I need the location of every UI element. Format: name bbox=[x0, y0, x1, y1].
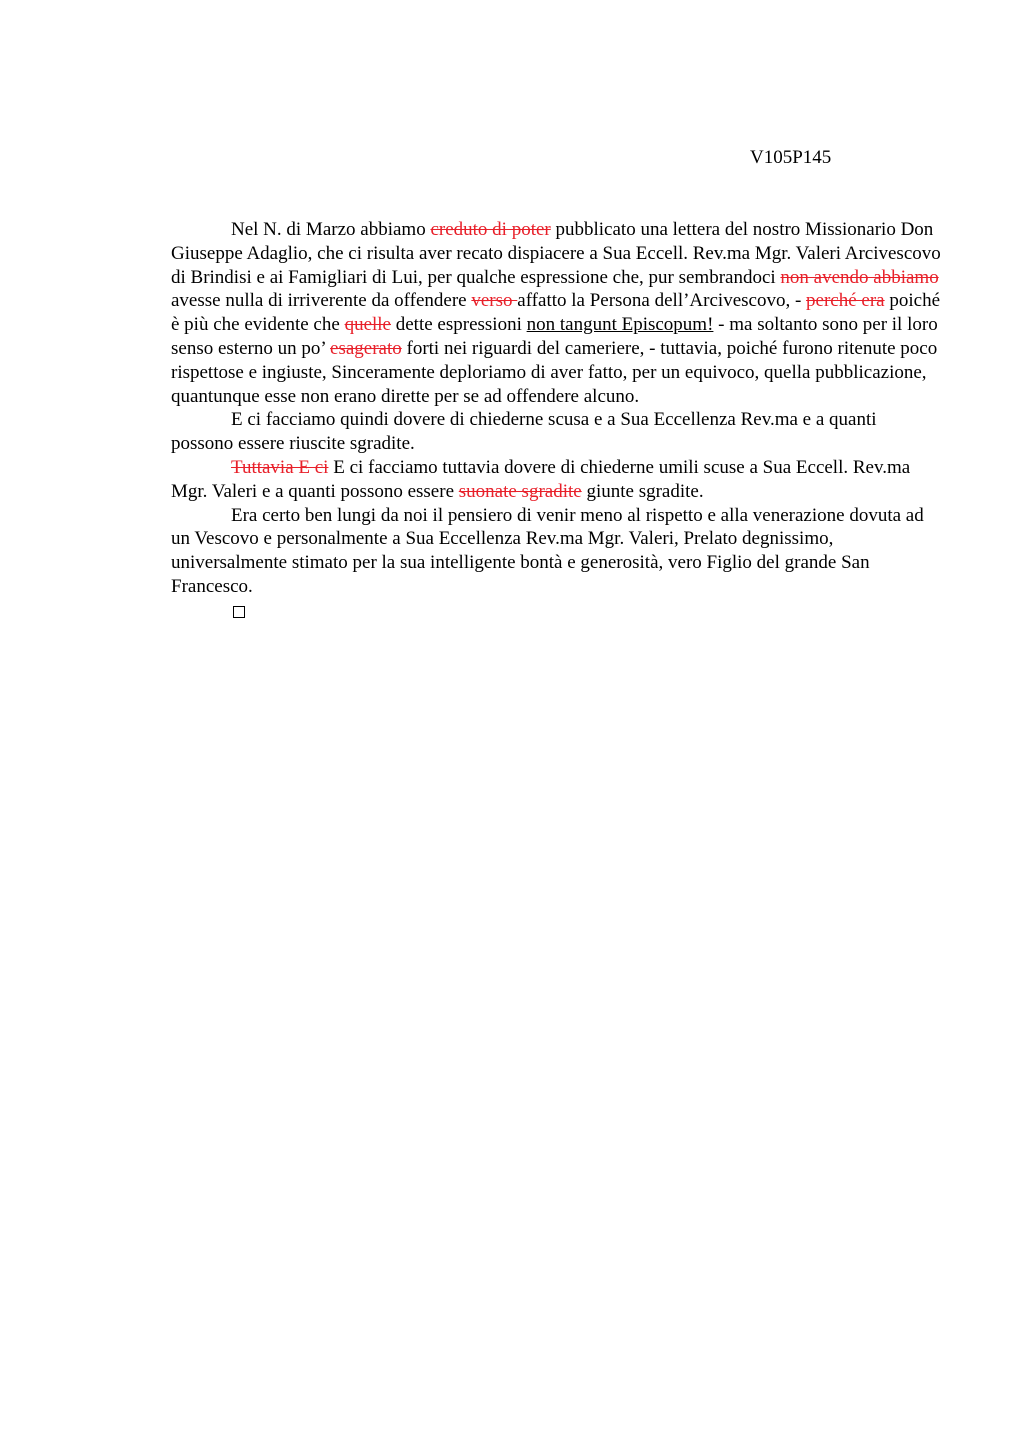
checkbox-icon bbox=[233, 606, 245, 618]
text-run: avesse nulla di irriverente da offendere bbox=[171, 290, 472, 312]
text-run: dette espressioni bbox=[391, 314, 527, 336]
paragraph-3 bbox=[171, 456, 941, 504]
text-run: pubblicato una lettera del nostro Missionario Don Giuseppe Adaglio, che ci risulta aver recato dispiacere a Sua Eccell. Rev.ma Mgr. Valeri Arcivescovo di Brindisi e ai Famigliari di Lui, per qualche espressione che, pur sembrandoci bbox=[171, 219, 941, 288]
text-run: E ci facciamo quindi dovere di chiederne scusa e a Sua Eccellenza Rev.ma e a quanti possono essere riuscite sgradite. bbox=[171, 409, 877, 455]
end-mark-line bbox=[171, 599, 941, 623]
underlined-text: non tangunt Episcopum! bbox=[526, 314, 714, 336]
text-run: poiché è più che evidente che bbox=[171, 290, 941, 336]
text-run: Nel N. di Marzo abbiamo bbox=[231, 219, 431, 240]
page-reference: V105P145 bbox=[750, 147, 832, 168]
deleted-text: perché era bbox=[806, 290, 885, 312]
deleted-text: creduto di poter bbox=[430, 219, 551, 240]
text-run: affatto la Persona dell’Arcivescovo, - bbox=[517, 290, 807, 312]
text-run: forti nei riguardi del cameriere, - tuttavia, poiché furono ritenute poco rispettose e ingiuste, Sinceramente deploriamo di aver fatto, per un equivoco, quella pubblicazione, quantunque esse non erano dirette per se ad offendere alcuno. bbox=[171, 337, 938, 407]
deleted-text: Tuttavia E ci bbox=[231, 456, 329, 478]
deleted-text: quelle bbox=[344, 314, 391, 336]
text-run: giunte sgradite. bbox=[581, 480, 704, 502]
text-run: E ci facciamo tuttavia dovere di chiederne umili scuse a Sua Eccell. Rev.ma Mgr. Valeri e a quanti possono essere bbox=[171, 456, 911, 502]
paragraph-2 bbox=[171, 408, 941, 456]
deleted-text: verso bbox=[471, 290, 518, 312]
deleted-text: esagerato bbox=[330, 337, 402, 359]
deleted-text: non avendo abbiamo bbox=[780, 266, 939, 288]
paragraph-1 bbox=[171, 218, 941, 408]
deleted-text: suonate sgradite bbox=[458, 480, 582, 502]
text-run: - ma soltanto sono per il loro senso esterno un po’ bbox=[171, 314, 938, 359]
text-run: Era certo ben lungi da noi il pensiero di venir meno al rispetto e alla venerazione dovuta ad un Vescovo e personalmente a Sua Eccellenza Rev.ma Mgr. Valeri, Prelato degnissimo, universalmente stimato per la sua intelligente bontà e generosità, vero Figlio del grande San Francesco. bbox=[171, 504, 924, 597]
paragraph-4 bbox=[171, 504, 941, 599]
document-body bbox=[171, 218, 941, 623]
